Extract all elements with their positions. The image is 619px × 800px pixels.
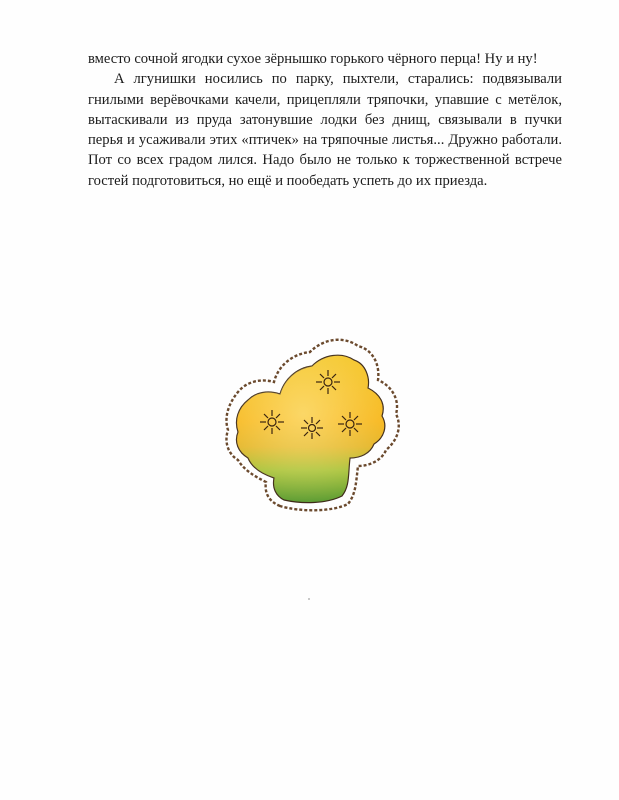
paper-speck [308,598,310,600]
paragraph-continuation: вместо сочной ягодки сухое зёрнышко горького чёрного перца! Ну и ну! [88,51,538,67]
body-text [88,49,562,191]
tree-with-suns-icon [220,326,406,518]
paragraph-main: А лгунишки носились по парку, пыхтели, старались: подвязывали гнилыми верёвочками качели, прицепляли тряпочки, упавшие с метёлок, вытаскивали из пруда затонувшие лодки без днищ, связывали в пучки перья и усаживали этих «птичек» на тряпочные листья... Дружно работали. Пот со всех градом лился. Надо было не только к торжественной встрече гостей подготовиться, но ещё и пообедать успеть до их приезда. [88,71,562,189]
